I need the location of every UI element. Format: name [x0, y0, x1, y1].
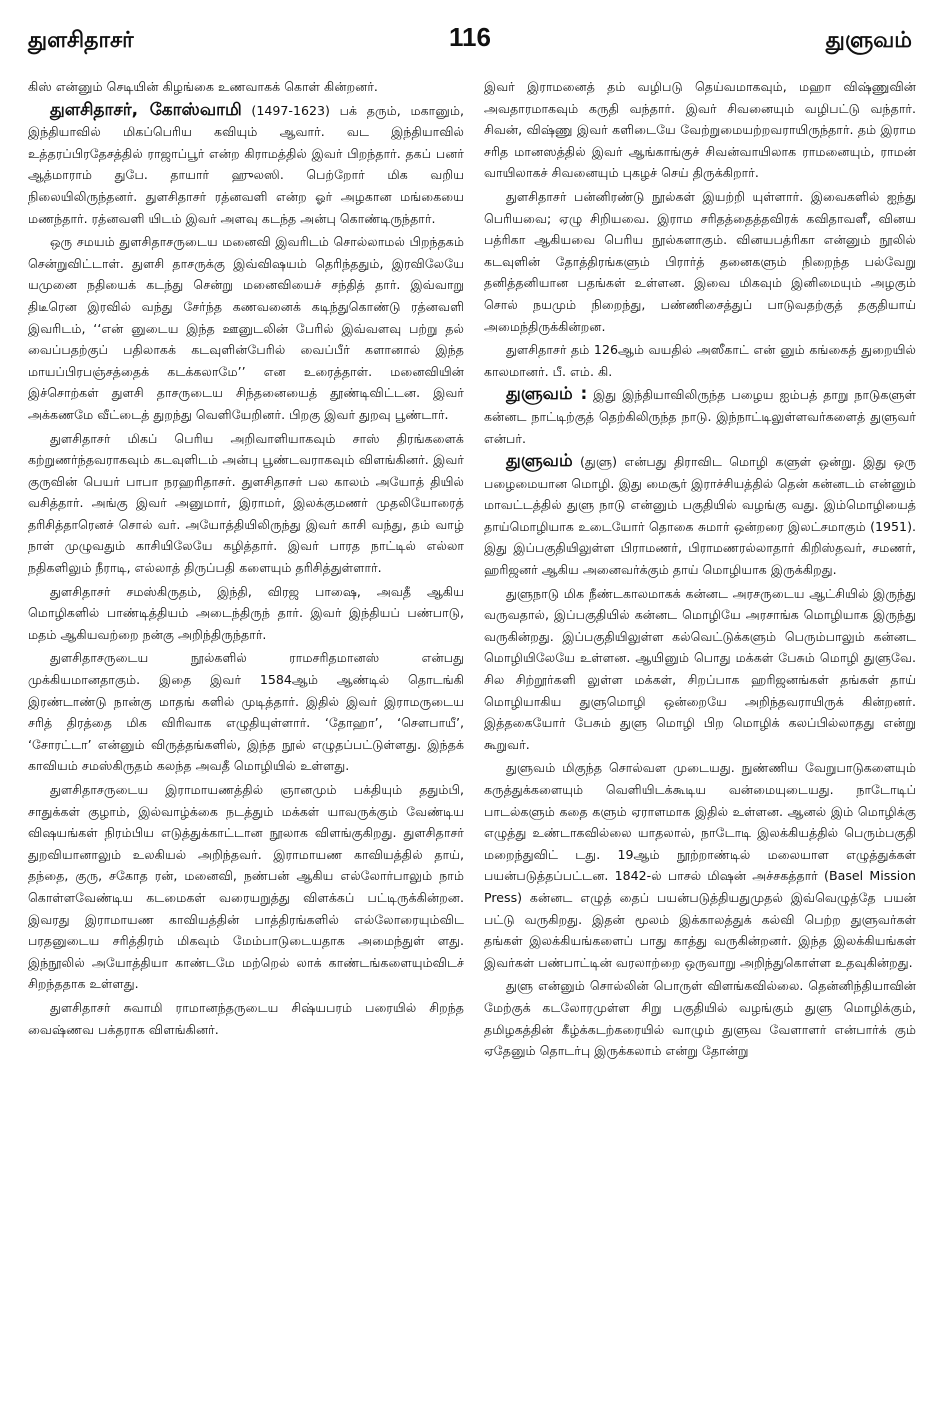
- paragraph: துளுநாடு மிக நீண்டகாலமாகக் கன்னட அரசருடைய ஆட்சியில் இருந்து வருவதால், இப்பகுதியில் கன்னட மொழியே அரசாங்க மொழியாக இருந்து வருகின்றது. இப்பகுதியிலுள்ள கல்வெட்டுக்களும் பெரும்பாலும் கன்னட மொழியிலேயே உள்ளன. ஆயினும் பொது மக்கள் பேசும் மொழி துளுவே. சில சிற்றூர்களி லுள்ள மக்கள், சிறப்பாக ஹரிஜனங்கள் தங்கள் தாய் மொழியாகிய துளுமொழி ஒன்றையே அறிந்தவராயிருக் கின்றனர். இத்தகையோர் பேசும் துளு மொழி பிற மொழிக் கலப்பில்லாதது என்று கூறுவர்.: [484, 585, 916, 752]
- encyclopedia-entry: [28, 100, 464, 230]
- entry-heading: துளசிதாசர், கோஸ்வாமி: [50, 99, 242, 120]
- paragraph: துளசிதாசருடைய இராமாயணத்தில் ஞானமும் பக்தியும் ததும்பி, சாதுக்கள் குழாம், இல்வாழ்க்கை நடத்தும் மக்கள் யாவருக்கும் வேண்டிய விஷயங்கள் நிரம்பிய எடுத்துக்காட்டான நூலாக விளங்குகிறது. துளசிதாசர் துறவியானாலும் உலகியல் அறிந்தவர். இராமாயண காவியத்தில் தாய், தந்தை, குரு, சகோத ரன், மனைவி, நண்பன் ஆகிய எல்லோர்பாலும் நாம் கொள்ளவேண்டிய கடமைகள் வரையறுத்து விளக்கப் பட்டிருக்கின்றன. இவரது இராமாயண காவியத்தின் பாத்திரங்களில் எல்லோரையும்விட பரதனுடைய சரித்திரம் மிகவும் மேம்பாடுடையதாக அமைந்துள் ளது. இந்நூலில் அயோத்தியா காண்டமே மற்றெல் லாக் காண்டங்களையும்விடச் சிறந்ததாக உள்ளது.: [28, 782, 464, 992]
- paragraph: துளசிதாசர் பன்னிரண்டு நூல்கள் இயற்றி யுள்ளார். இவைகளில் ஐந்து பெரியவை; ஏழு சிறியவை. இராம சரிதத்தைத்தவிரக் கவிதாவளீ, வினய பத்ரிகா ஆகியவை பெரிய நூல்களாகும். வினயபத்ரிகா என்னும் நூலில் கடவுளின் தோத்திரங்களும் பிரார்த் தனைகளும் நிறைந்த பல்வேறு தனித்தனியான பதங்கள் உள்ளன. இவை மிகவும் இனிமையும் அழகும் சொல் நயமும் நிறைந்து, பண்ணிசைத்துப் பாடுவதற்குத் தகுதியாய் அமைந்திருக்கின்றன.: [484, 188, 916, 334]
- page-number: 116: [449, 22, 491, 52]
- paragraph: கிஸ் என்னும் செடியின் கிழங்கை உணவாகக் கொள் கின்றனர்.: [28, 79, 378, 94]
- paragraph: துளசிதாசர் சமஸ்கிருதம், இந்தி, விரஜ பாஷை, அவதீ ஆகிய மொழிகளில் பாண்டித்தியம் அடைந்திருந் தார். இவர் இந்தியப் பண்பாடு, மதம் ஆகியவற்றை நன்கு அறிந்திருந்தார்.: [28, 583, 464, 642]
- encyclopedia-entry: [484, 384, 916, 449]
- entry-text: இது இந்தியாவிலிருந்த பழைய ஐம்பத் தாறு நாடுகளுள் கன்னட நாட்டிற்குத் தெற்கிலிருந்த நாடு. இந்நாட்டிலுள்ளவர்களைத் துளுவர் என்பர்.: [484, 387, 916, 446]
- left-column: [28, 76, 464, 1416]
- paragraph: துளசிதாசருடைய நூல்களில் ராமசரிதமானஸ் என்பது முக்கியமானதாகும். இதை இவர் 1584ஆம் ஆண்டில் தொடங்கி இரண்டாண்டு நான்கு மாதங் களில் முடித்தார். இதில் இவர் இராமருடைய சரித் திரத்தை மிக விரிவாக எழுதியுள்ளார். ‘தோஹா’, ‘சௌபாயீ’, ‘சோரட்டா’ என்னும் விருத்தங்களில், இந்த நூல் எழுதப்பட்டுள்ளது. இந்தக் காவியம் சமஸ்கிருதம் கலந்த அவதீ மொழியில் உள்ளது.: [28, 650, 464, 774]
- entry-heading: துளுவம் :: [506, 384, 588, 405]
- running-head-left: துளசிதாசர்: [28, 28, 134, 53]
- paragraph: ஒரு சமயம் துளசிதாசருடைய மனைவி இவரிடம் சொல்லாமல் பிறந்தகம் சென்றுவிட்டாள். துளசி தாசருக்கு இவ்விஷயம் தெரிந்ததும், இரவிலேயே யமுனை நதியைக் கடந்து சென்று மனைவியைச் சந்தித் தார். இவ்வாறு திடீரென இரவில் வந்து சேர்ந்த கணவனைக் கடிந்துகொண்டு ரத்னவளி இவரிடம், ‘‘என் னுடைய இந்த ஊனுடலின் பேரில் இவ்வளவு பற்று தல் வைப்பதற்குப் பதிலாகக் கடவுளின்பேரில் வைப்பீர் களானால் இந்த மாயப்பிரபஞ்சத்தைக் கடக்கலாமே’’ என உரைத்தாள். மனைவியின் இச்சொற்கள் துளசி தாசருடைய சிந்தனையைத் தூண்டிவிட்டன. இவர் அக்கணமே வீட்டைத் துறந்து வெளியேறினர். பிறகு இவர் துறவு பூண்டார்.: [28, 234, 464, 422]
- paragraph: இவர் இராமனைத் தம் வழிபடு தெய்வமாகவும், மஹா விஷ்ணுவின் அவதாரமாகவும் கருதி வந்தார். இவர் சிவனையும் வழிபட்டு வந்தார். சிவன், விஷ்ணு இவர் களிடையே வேற்றுமையற்றவராயிருந்தார். தம் இராம சரித மானஸத்தில் இவர் ஆங்காங்குச் சிவன்வாயிலாக ராமனையும், ராமன் வாயிலாகச் சிவனையும் புகழச் செய் திருக்கிறார்.: [484, 79, 916, 181]
- paragraph: துளுவம் மிகுந்த சொல்வள முடையது. நுண்ணிய வேறுபாடுகளையும் கருத்துக்களையும் வெளியிடக்கூடிய வன்மையுடையது. நாடோடிப் பாடல்களும் கதை களும் ஏராளமாக இதில் உள்ளன. ஆனல் இம் மொழிக்கு எழுத்து உண்டாகவில்லை யாதலால், நாடோடி இலக்கியத்தில் பெரும்பகுதி மறைந்துவிட் டது. 19ஆம் நூற்றாண்டில் மலையாள எழுத்துக்கள் பயன்படுத்தப்பட்டன. 1842-ல் பாசல் மிஷன் அச்சகத்தார் (Basel Mission Press) கன்னட எழுத் தைப் பயன்படுத்தியதுமுதல் இவ்வெழுத்தே பயன் பட்டு வருகிறது. இதன் மூலம் இக்காலத்துக் கல்வி பெற்ற துளுவர்கள் தங்கள் இலக்கியங்களைப் பாது காத்து வருகின்றனர். இந்த இலக்கியங்கள் இவர்கள் பண்பாட்டின் வரலாற்றை ஒருவாறு அறிந்துகொள்ள உதவுகின்றது.: [484, 760, 916, 970]
- encyclopedia-entry: [484, 451, 916, 581]
- entry-heading: துளுவம்: [506, 451, 573, 472]
- paragraph: துளசிதாசர் மிகப் பெரிய அறிவாளியாகவும் சாஸ் திரங்களைக் கற்றுணர்ந்தவராகவும் கடவுளிடம் அன்பு பூண்டவராகவும் விளங்கினர். இவர் குருவின் பெயர் பாபா நரஹரிதாசர். துளசிதாசர் பல காலம் அயோத் தியில் வசித்தார். அங்கு இவர் அனுமார், இராமர், இலக்குமணர் முதலியோரைத் தரிசித்தாரெனச் சொல் வர். அயோத்தியிலிருந்து இவர் காசி வந்து, தம் வாழ் நாள் முழுவதும் காசியிலேயே கழித்தார். இவர் பாரத நாட்டில் எல்லா நதிகளிலும் நீராடி, எல்லாத் திருப்பதி களையும் தரிசித்துள்ளார்.: [28, 430, 464, 576]
- entry-text: (துளு) என்பது திராவிட மொழி களுள் ஒன்று. இது ஒரு பழைமையான மொழி. இது மைசூர் இராச்சியத்தில் தென் கன்னடம் என்னும் மாவட்டத்தில் துளு நாடு என்னும் பகுதியில் வழங்கு வது. இம்மொழியைத் தாய்மொழியாக உடையோர் தொகை சுமார் ஒன்றரை இலட்சமாகும் (1951). இது இப்பகுதியிலுள்ள பிராமணர், பிராமணரல்லாதார் கிறிஸ்தவர், சமணர், ஹரிஜனர் ஆகிய அனைவர்க்கும் தாய் மொழியாக இருக்கிறது.: [484, 454, 916, 578]
- page-header: [28, 22, 912, 62]
- right-column: [484, 76, 916, 1416]
- paragraph: துளசிதாசர் தம் 126ஆம் வயதில் அஸீகாட் என் னும் கங்கைத் துறையில் காலமானர். பீ. எம். கி.: [484, 342, 916, 379]
- paragraph: துளு என்னும் சொல்லின் பொருள் விளங்கவில்லை. தென்னிந்தியாவின் மேற்குக் கடலோரமுள்ள சிறு பகுதியில் வழங்கும் துளு மொழிக்கும், தமிழகத்தின் கீழ்க்கடற்கரையில் வாழும் துளுவ வேளாளர் என்பார்க் கும் ஏதேனும் தொடர்பு இருக்கலாம் என்று தோன்று: [484, 978, 916, 1059]
- running-head-right: துளுவம்: [825, 28, 912, 53]
- paragraph: துளசிதாசர் சுவாமி ராமானந்தருடைய சிஷ்யபரம் பரையில் சிறந்த வைஷ்ணவ பக்தராக விளங்கினர்.: [28, 999, 464, 1037]
- entry-text: (1497-1623) பக் தரும், மகானும், இந்தியாவில் மிகப்பெரிய கவியும் ஆவார். வட இந்தியாவில் உத்தரப்பிரதேசத்தில் ராஜாப்பூர் என்ற கிராமத்தில் இவர் பிறந்தார். தகப் பனர் ஆத்மாராம் துபே. தாயார் ஹுலஸி. பெற்றோர் மிக வறிய நிலையிலிருந்தனர். துளசிதாசர் ரத்னவளி என்ற ஓர் அழகான மங்கையை மணந்தார். ரத்னவளி யிடம் இவர் அளவு கடந்த அன்பு கொண்டிருந்தார்.: [28, 102, 464, 226]
